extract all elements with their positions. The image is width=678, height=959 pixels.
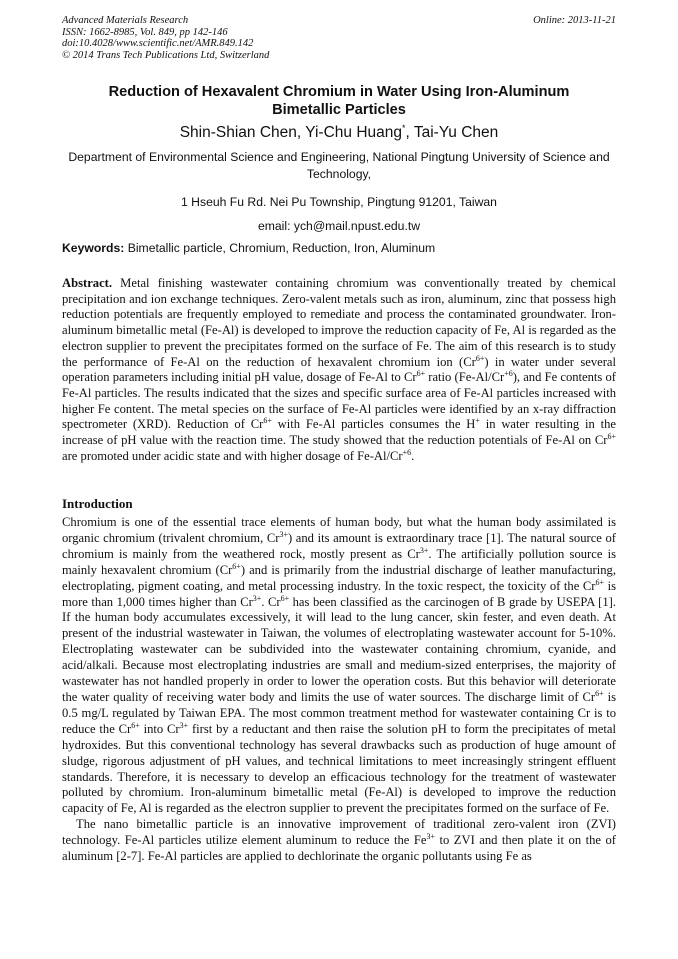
body-text: to ZVI and then plate it on the of aluminum [2-7]. Fe-Al particles are applied to dechlorinate the organic pollutants using Fe as bbox=[62, 833, 616, 864]
doi-link[interactable]: doi:10.4028/www.scientific.net/AMR.849.142 bbox=[62, 38, 254, 50]
authors-part-2: , Tai-Yu Chen bbox=[405, 124, 499, 141]
abstract-text: Metal finishing wastewater containing chromium was conventionally treated by chemical precipitation and ion exchange techniques. Zero-valent metals such as iron, aluminum, zinc that possess high reduction potentials are frequently employed to remediate and process the contaminated groundwater. Iron-aluminum bimetallic metal (Fe-Al) is developed to improve the reduction capacity of Fe, Al is regarded as the electron supplier to prevent the precipitates formed on the surface of Fe. The aim of this research is to study the performance of Fe-Al on the reduction of hexavalent chromium ion (Cr bbox=[62, 276, 616, 369]
superscript: 3+ bbox=[179, 720, 189, 730]
introduction-body bbox=[62, 515, 616, 865]
superscript: 6+ bbox=[595, 688, 604, 698]
authors-part-1: Shin-Shian Chen, Yi-Chu Huang bbox=[179, 124, 402, 141]
abstract-text: ratio (Fe-Al/Cr bbox=[425, 370, 505, 385]
superscript: 3+ bbox=[426, 831, 435, 841]
issn-line: ISSN: 1662-8985, Vol. 849, pp 142-146 bbox=[62, 26, 228, 38]
online-date: Online: 2013-11-21 bbox=[533, 15, 616, 26]
intro-paragraph-2 bbox=[62, 817, 616, 865]
abstract-block bbox=[62, 276, 616, 464]
abstract-text: ), and Fe contents of Fe-Al particles. The results indicated that the sizes and specific surface area of Fe-Al particles increased with higher Fe content. The metal species on the surface of Fe-Al particles were identified by an x-ray diffraction spectrometer (XRD). Reduction of Cr bbox=[62, 370, 616, 432]
abstract-text: ) in water under several operation parameters including initial pH value, dosage of Fe-Al to Cr bbox=[62, 354, 616, 385]
superscript: 6+ bbox=[475, 353, 485, 363]
superscript: 3+ bbox=[252, 593, 262, 603]
section-heading-introduction: Introduction bbox=[62, 496, 133, 511]
corresponding-author-mark: * bbox=[402, 122, 406, 133]
superscript: +6 bbox=[504, 369, 513, 379]
body-text: . Cr bbox=[261, 594, 281, 609]
body-text: is more than 1,000 times higher than Cr bbox=[62, 578, 616, 609]
superscript: 6+ bbox=[416, 369, 426, 379]
journal-header bbox=[62, 15, 616, 61]
body-text: ) and is primarily from the industrial discharge of leather manufacturing, electroplating, pigment coating, and metal processing industry. In the toxic respect, the toxicity of the Cr bbox=[62, 562, 616, 593]
paper-title bbox=[62, 83, 616, 119]
body-text: Chromium is one of the essential trace elements of human body, but what the human body assimilated is organic chromium (trivalent chromium, Cr bbox=[62, 515, 616, 545]
keywords-label: Keywords: bbox=[62, 241, 125, 255]
superscript: + bbox=[475, 416, 480, 426]
department: Department of Environmental Science and Engineering, National Pingtung University of Science and Technology, bbox=[68, 150, 610, 181]
author-list bbox=[62, 124, 616, 142]
email-address[interactable]: email: ych@mail.npust.edu.tw bbox=[257, 218, 421, 233]
abstract-label: Abstract. bbox=[62, 276, 113, 290]
superscript: 6+ bbox=[595, 577, 604, 587]
abstract-text: in water resulting in the increase of pH value with the reaction time. The study showed that the reduction potentials of Fe-Al on Cr bbox=[62, 417, 617, 448]
title-line-1: Reduction of Hexavalent Chromium in Water Using Iron-Aluminum bbox=[108, 84, 570, 100]
body-text: ) and its amount is extraordinary trace [1]. The natural source of chromium is mainly from the weathered rock, mostly present as Cr bbox=[62, 530, 616, 561]
abstract-text: with Fe-Al particles consumes the H bbox=[271, 417, 476, 432]
superscript: 6+ bbox=[280, 593, 290, 603]
keywords-text: Bimetallic particle, Chromium, Reduction, Iron, Aluminum bbox=[124, 241, 436, 255]
superscript: 6+ bbox=[232, 561, 241, 571]
journal-name: Advanced Materials Research bbox=[62, 15, 189, 26]
superscript: +6 bbox=[402, 447, 412, 457]
superscript: 6+ bbox=[263, 416, 272, 426]
body-text: The nano bimetallic particle is an innovative improvement of traditional zero-valent iron (ZVI) technology. Fe-Al particles utilize element aluminum to reduce the Fe bbox=[62, 817, 616, 848]
body-text: is 0.5 mg/L regulated by Taiwan EPA. The most common treatment method for wastewater containing Cr is to reduce the Cr bbox=[62, 689, 616, 736]
superscript: 3+ bbox=[279, 529, 288, 539]
intro-paragraph-1 bbox=[62, 515, 616, 817]
abstract-text: are promoted under acidic state and with higher dosage of Fe-Al/Cr bbox=[62, 448, 403, 463]
title-line-2: Bimetallic Particles bbox=[272, 102, 406, 118]
affiliation-block bbox=[62, 149, 616, 234]
superscript: 6+ bbox=[607, 431, 616, 441]
superscript: 3+ bbox=[419, 545, 429, 555]
body-text: . The artificially pollution source is mainly hexavalent chromium (Cr bbox=[62, 546, 616, 577]
copyright-line: © 2014 Trans Tech Publications Ltd, Switzerland bbox=[62, 49, 270, 61]
address: 1 Hseuh Fu Rd. Nei Pu Township, Pingtung 91201, Taiwan bbox=[181, 195, 497, 209]
body-text: into Cr bbox=[139, 721, 180, 736]
body-text: has been classified as the carcinogen of B grade by USEPA [1]. If the human body accumulates excessively, it will lead to the lung cancer, skin fester, and even death. At present of the industrial wastewater in Taiwan, the volumes of electroplating wastewater account for 5-10%. Electroplating wastewater can be subdivided into the wastewater containing chromium, cyanide, and acid/alkali. Because most electroplating industries are small and medium-sized enterprises, the majority of wastewater has not handled properly in order to lower the operation costs. But this behavior will deteriorate the water quality of receiving water body and limits the use of water sources. The discharge limit of Cr bbox=[62, 594, 616, 704]
abstract-paragraph bbox=[62, 276, 616, 464]
body-text: first by a reductant and then raise the solution pH to form the precipitates of metal hydroxides. But this conventional technology has several drawbacks such as production of huge amount of sludge, rigorous adjustment of pH values, and technical limitations to meet increasingly stringent effluent standards. Therefore, it is necessary to develop an efficacious technology for the treatment of wastewater polluted by chromium. Iron-aluminum bimetallic metal (Fe-Al) is developed to improve the reduction capacity of Fe, Al is regarded as the electron supplier to prevent the precipitates formed on the surface of Fe. bbox=[62, 721, 616, 816]
abstract-text: . bbox=[411, 448, 415, 463]
keywords-block bbox=[62, 240, 616, 256]
superscript: 6+ bbox=[131, 720, 140, 730]
